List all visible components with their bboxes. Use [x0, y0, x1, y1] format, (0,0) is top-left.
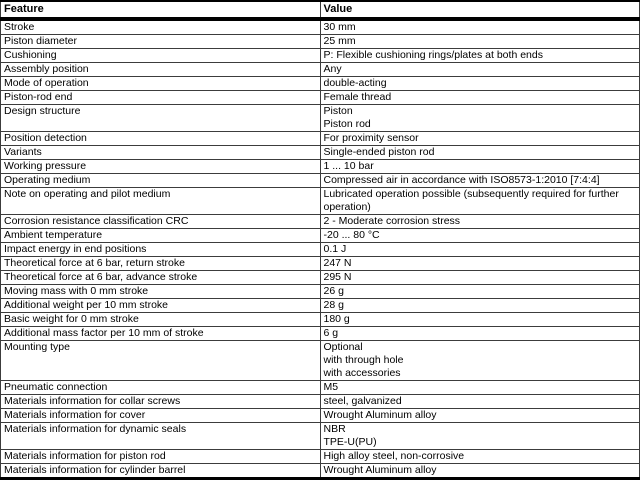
header-row [1, 1, 640, 19]
table-row [1, 299, 640, 313]
value-line: Compressed air in accordance with ISO8573-1:2010 [7:4:4] [323, 174, 600, 186]
value-line: with through hole [323, 354, 404, 366]
value-line: with accessories [323, 367, 401, 379]
value-line: 180 g [323, 313, 350, 325]
value-cell [320, 271, 640, 285]
value-cell [320, 257, 640, 271]
column-header-feature: Feature [1, 1, 321, 19]
feature-cell: Working pressure [1, 160, 321, 174]
value-line: High alloy steel, non-corrosive [323, 450, 465, 462]
value-line: 30 mm [323, 21, 356, 33]
table-row [1, 423, 640, 450]
value-line: Piston [323, 105, 353, 117]
value-line: 295 N [323, 271, 352, 283]
feature-cell: Theoretical force at 6 bar, advance stroke [1, 271, 321, 285]
table-row [1, 464, 640, 479]
table-row [1, 105, 640, 132]
feature-cell: Materials information for dynamic seals [1, 423, 321, 450]
feature-cell: Impact energy in end positions [1, 243, 321, 257]
table-row [1, 132, 640, 146]
feature-cell: Design structure [1, 105, 321, 132]
table-row [1, 381, 640, 395]
feature-cell: Additional weight per 10 mm stroke [1, 299, 321, 313]
feature-cell: Piston-rod end [1, 91, 321, 105]
value-line: NBR [323, 423, 346, 435]
table-row [1, 327, 640, 341]
value-cell [320, 313, 640, 327]
feature-cell: Additional mass factor per 10 mm of stroke [1, 327, 321, 341]
value-line: steel, galvanized [323, 395, 402, 407]
value-line: 1 ... 10 bar [323, 160, 374, 172]
value-cell [320, 423, 640, 450]
value-cell [320, 229, 640, 243]
table-row [1, 395, 640, 409]
value-cell [320, 215, 640, 229]
feature-cell: Position detection [1, 132, 321, 146]
feature-cell: Ambient temperature [1, 229, 321, 243]
value-cell [320, 63, 640, 77]
value-line: Single-ended piston rod [323, 146, 435, 158]
table-row [1, 243, 640, 257]
table-row [1, 271, 640, 285]
value-line: M5 [323, 381, 339, 393]
feature-cell: Materials information for cylinder barrel [1, 464, 321, 479]
column-header-value: Value [320, 1, 640, 19]
value-cell [320, 105, 640, 132]
feature-cell: Moving mass with 0 mm stroke [1, 285, 321, 299]
value-line: Optional [323, 341, 363, 353]
value-cell [320, 77, 640, 91]
feature-cell: Materials information for collar screws [1, 395, 321, 409]
value-line: Wrought Aluminum alloy [323, 464, 437, 476]
value-line: Piston rod [323, 118, 371, 130]
value-cell [320, 49, 640, 63]
value-line: Lubricated operation possible (subsequently required for further operation) [323, 188, 619, 213]
value-line: 247 N [323, 257, 352, 269]
value-line: 0.1 J [323, 243, 347, 255]
value-cell [320, 160, 640, 174]
value-cell [320, 19, 640, 35]
feature-cell: Assembly position [1, 63, 321, 77]
feature-cell: Stroke [1, 19, 321, 35]
value-cell [320, 450, 640, 464]
value-line: TPE-U(PU) [323, 436, 377, 448]
table-row [1, 77, 640, 91]
value-line: Female thread [323, 91, 392, 103]
table-row [1, 285, 640, 299]
value-line: P: Flexible cushioning rings/plates at both ends [323, 49, 543, 61]
table-row [1, 409, 640, 423]
table-row [1, 215, 640, 229]
feature-cell: Materials information for piston rod [1, 450, 321, 464]
table-row [1, 91, 640, 105]
table-row [1, 174, 640, 188]
feature-cell: Pneumatic connection [1, 381, 321, 395]
feature-cell: Basic weight for 0 mm stroke [1, 313, 321, 327]
value-cell [320, 381, 640, 395]
value-cell [320, 91, 640, 105]
value-cell [320, 243, 640, 257]
table-row [1, 341, 640, 381]
feature-cell: Cushioning [1, 49, 321, 63]
table-row [1, 450, 640, 464]
feature-cell: Materials information for cover [1, 409, 321, 423]
table-row [1, 313, 640, 327]
table-row [1, 49, 640, 63]
value-cell [320, 285, 640, 299]
table-row [1, 229, 640, 243]
table-row [1, 63, 640, 77]
value-cell [320, 146, 640, 160]
table-body [1, 19, 640, 479]
table-row [1, 188, 640, 215]
feature-cell: Theoretical force at 6 bar, return stroke [1, 257, 321, 271]
value-cell [320, 341, 640, 381]
value-cell [320, 395, 640, 409]
value-line: double-acting [323, 77, 387, 89]
value-cell [320, 409, 640, 423]
value-cell [320, 464, 640, 479]
value-cell [320, 174, 640, 188]
feature-cell: Piston diameter [1, 35, 321, 49]
value-line: 26 g [323, 285, 344, 297]
value-cell [320, 35, 640, 49]
value-cell [320, 299, 640, 313]
value-line: 6 g [323, 327, 339, 339]
feature-cell: Variants [1, 146, 321, 160]
value-line: Any [323, 63, 342, 75]
feature-cell: Note on operating and pilot medium [1, 188, 321, 215]
table-row [1, 146, 640, 160]
table-row [1, 35, 640, 49]
feature-cell: Corrosion resistance classification CRC [1, 215, 321, 229]
value-line: 28 g [323, 299, 344, 311]
value-line: -20 ... 80 °C [323, 229, 380, 241]
table-row [1, 257, 640, 271]
value-line: 2 - Moderate corrosion stress [323, 215, 461, 227]
value-line: For proximity sensor [323, 132, 419, 144]
value-cell [320, 132, 640, 146]
value-line: 25 mm [323, 35, 356, 47]
table-row [1, 160, 640, 174]
feature-cell: Operating medium [1, 174, 321, 188]
feature-cell: Mounting type [1, 341, 321, 381]
value-cell [320, 188, 640, 215]
value-line: Wrought Aluminum alloy [323, 409, 437, 421]
table-row [1, 19, 640, 35]
value-cell [320, 327, 640, 341]
feature-cell: Mode of operation [1, 77, 321, 91]
